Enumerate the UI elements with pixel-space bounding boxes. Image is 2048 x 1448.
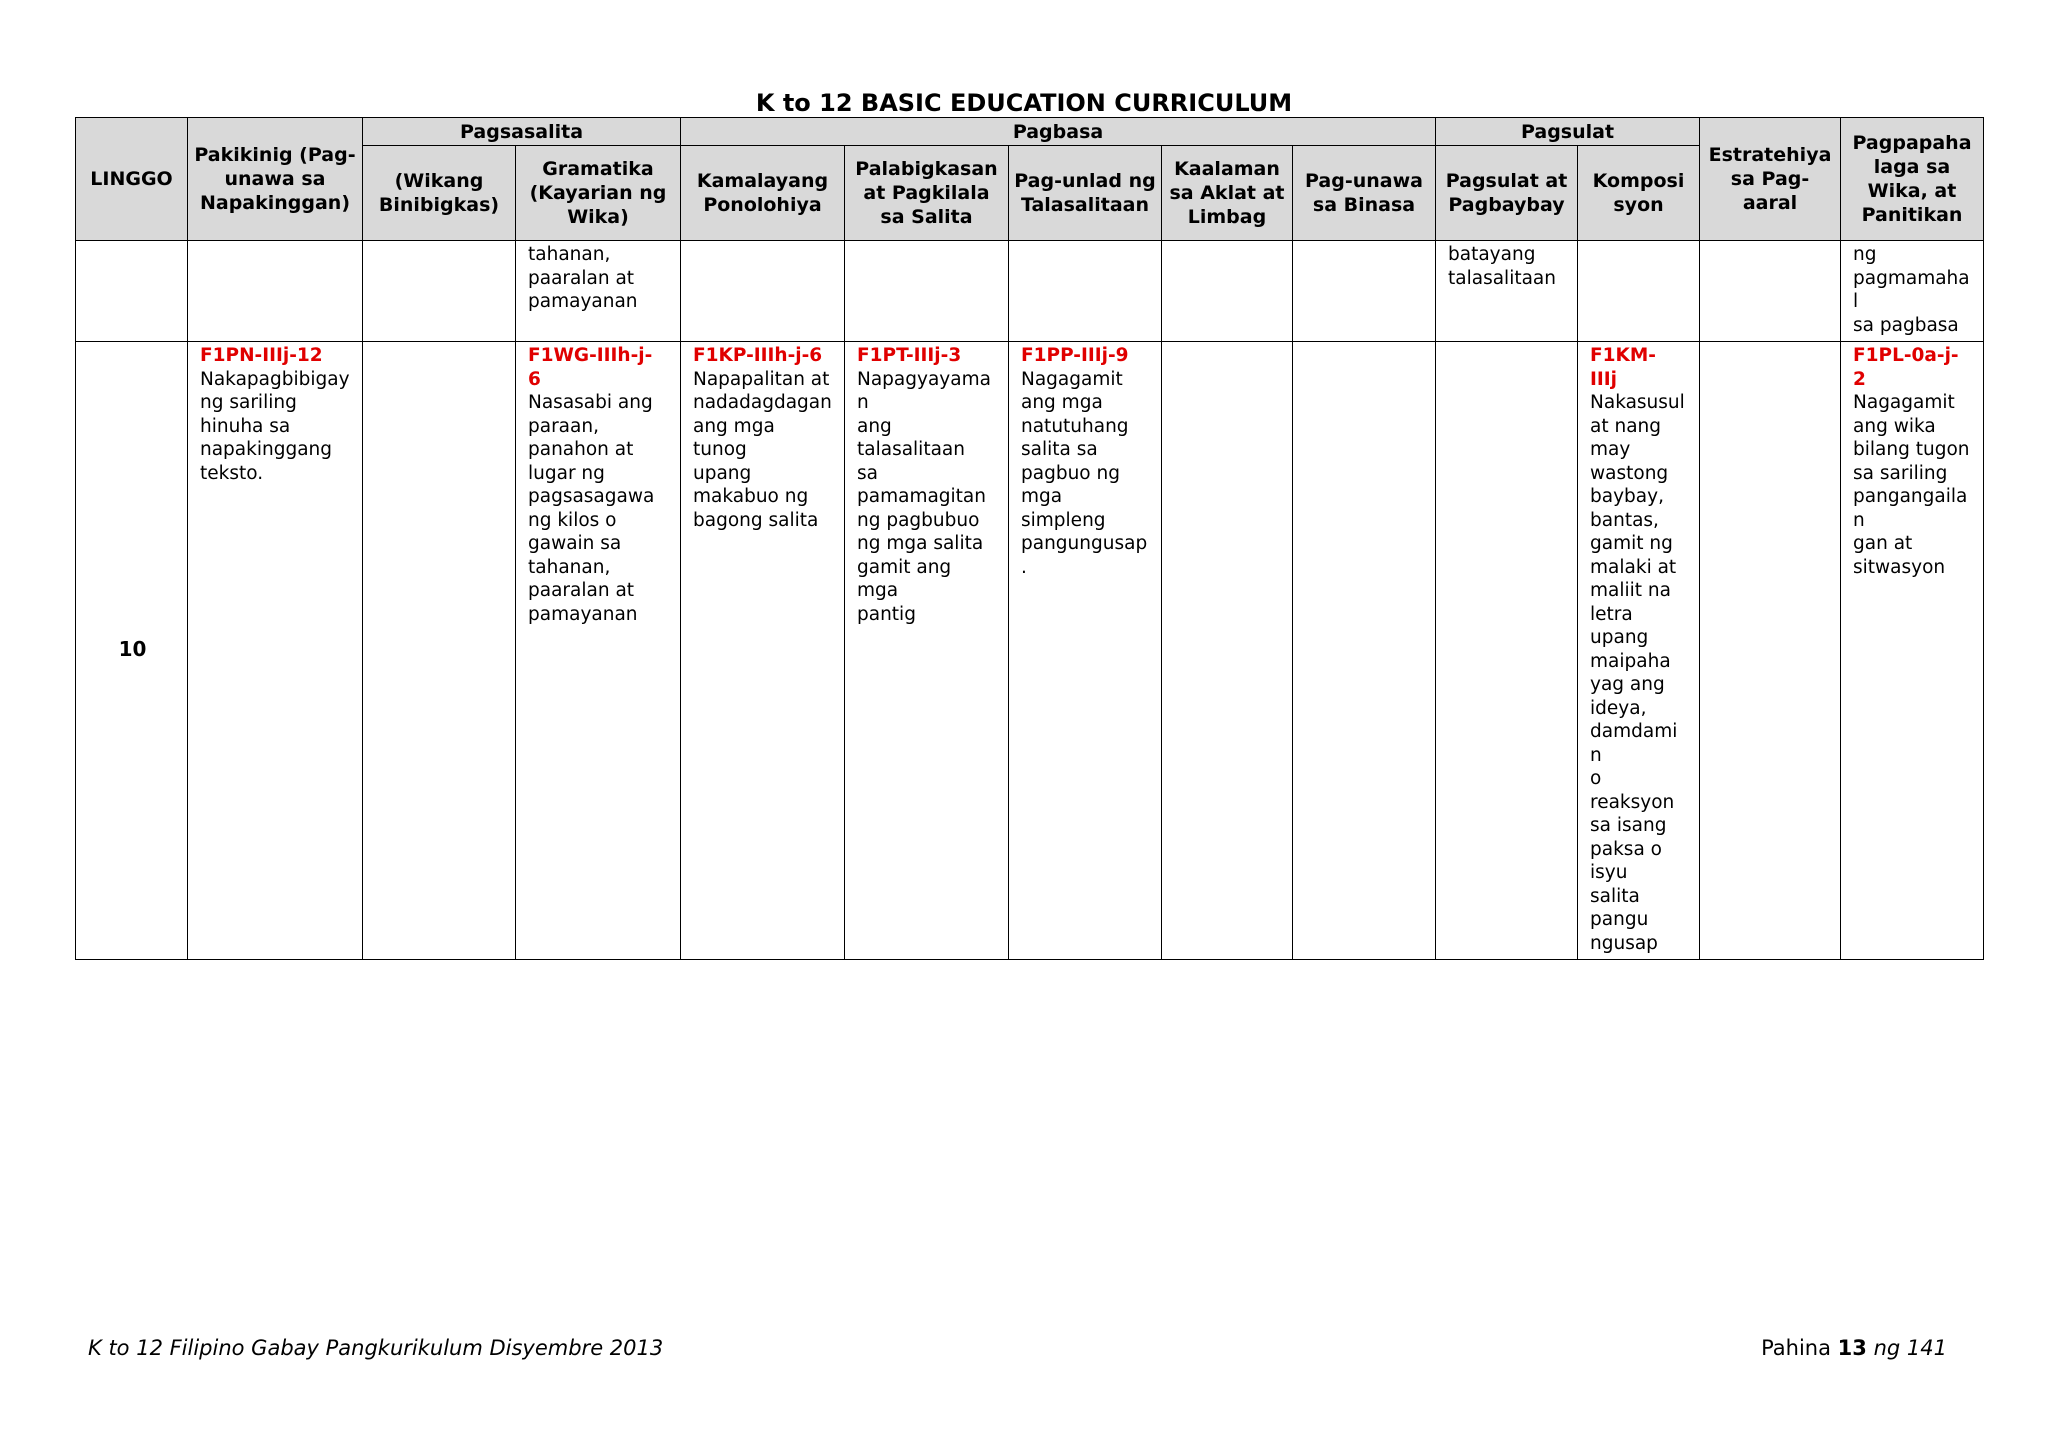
continued-text: tahanan, paaralan at pamayanan [528,244,638,312]
col-header-komposisyon: Komposi syon [1578,146,1700,241]
header-column-row [76,146,1984,241]
continued-text: batayang talasalitaan [1448,244,1556,289]
col-header-wikang-binibigkas: (Wikang Binibigkas) [363,146,516,241]
competency-text: Napagyayaman ang talasalitaan sa pamamagitan ng pagbubuo ng mga salita gamit ang mga pantig [857,368,991,625]
cell-empty [188,241,363,342]
cell-empty [1009,241,1162,342]
competency-text: Nakapagbibigay ng sariling hinuha sa napakinggang teksto. [200,368,350,484]
cell-gramatika-continued [516,241,681,342]
cell-palabigkasan [845,342,1009,960]
col-header-pag-unawa-binasa: Pag-unawa sa Binasa [1293,146,1436,241]
cell-gramatika [516,342,681,960]
competency-code: F1PL-0a-j- 2 [1853,345,1959,390]
cell-empty [363,342,516,960]
header-group-row [76,118,1984,146]
cell-empty [1700,342,1841,960]
curriculum-table [75,117,1984,960]
cell-pagsulat-continued [1436,241,1578,342]
cell-pagpapahalaga-continued [1841,241,1984,342]
footer-page-number [1761,1336,1947,1360]
cell-pag-unlad [1009,342,1162,960]
cell-komposisyon [1578,342,1700,960]
col-header-linggo: LINGGO [76,118,188,241]
cell-pagpapahalaga [1841,342,1984,960]
page-total: ng 141 [1873,1336,1947,1360]
cell-empty [76,241,188,342]
col-header-gramatika: Gramatika (Kayarian ng Wika) [516,146,681,241]
continued-text: ng pagmamahal sa pagbasa [1853,244,1970,336]
cell-empty [1162,342,1293,960]
cell-empty [845,241,1009,342]
competency-code: F1PN-IIIj-12 [200,345,323,366]
document-title: K to 12 BASIC EDUCATION CURRICULUM [755,89,1293,117]
col-header-kamalayang-ponolohiya: Kamalayang Ponolohiya [681,146,845,241]
group-header-pagsasalita: Pagsasalita [363,118,681,146]
footer-document-name: K to 12 Filipino Gabay Pangkurikulum Disyembre 2013 [88,1336,664,1360]
cell-empty [1162,241,1293,342]
week-10-row [76,342,1984,960]
competency-code: F1PP-IIIj-9 [1021,345,1129,366]
competency-code: F1WG-IIIh-j- 6 [528,345,653,390]
col-header-pakikinig: Pakikinig (Pag-unawa sa Napakinggan) [188,118,363,241]
col-header-kaalaman-aklat: Kaalaman sa Aklat at Limbag [1162,146,1293,241]
competency-code: F1PT-IIIj-3 [857,345,962,366]
page-number: 13 [1837,1336,1867,1360]
competency-code: F1KM- IIIj [1590,345,1656,390]
continuation-row [76,241,1984,342]
competency-text: Nagagamit ang wika bilang tugon sa sariling pangangailan gan at sitwasyon [1853,392,1970,578]
col-header-estratehiya: Estratehiya sa Pag- aaral [1700,118,1841,241]
cell-pakikinig [188,342,363,960]
cell-kamalayang-ponolohiya [681,342,845,960]
page-label: Pahina [1761,1336,1831,1360]
cell-empty [363,241,516,342]
competency-text: Nakasusul at nang may wastong baybay, bantas, gamit ng malaki at maliit na letra upang maipaha yag ang ideya, damdamin o reaksyon sa isang paksa o isyu salita pangu ngusap [1590,392,1685,954]
col-header-palabigkasan: Palabigkasan at Pagkilala sa Salita [845,146,1009,241]
competency-text: Nagagamit ang mga natutuhang salita sa pagbuo ng mga simpleng pangungusap. [1021,368,1148,578]
cell-empty [1700,241,1841,342]
group-header-pagsulat: Pagsulat [1436,118,1700,146]
cell-empty [681,241,845,342]
competency-text: Nasasabi ang paraan, panahon at lugar ng pagsasagawa ng kilos o gawain sa tahanan, paaralan at pamayanan [528,392,655,625]
col-header-pagsulat-pagbaybay: Pagsulat at Pagbaybay [1436,146,1578,241]
competency-text: Napapalitan at nadadagdagan ang mga tunog upang makabuo ng bagong salita [693,368,832,531]
col-header-pagpapahalaga: Pagpapaha laga sa Wika, at Panitikan [1841,118,1984,241]
competency-code: F1KP-IIIh-j-6 [693,345,823,366]
cell-empty [1578,241,1700,342]
cell-empty [1293,241,1436,342]
group-header-pagbasa: Pagbasa [681,118,1436,146]
cell-empty [1293,342,1436,960]
week-number: 10 [76,342,188,960]
cell-empty [1436,342,1578,960]
col-header-pag-unlad: Pag-unlad ng Talasalitaan [1009,146,1162,241]
